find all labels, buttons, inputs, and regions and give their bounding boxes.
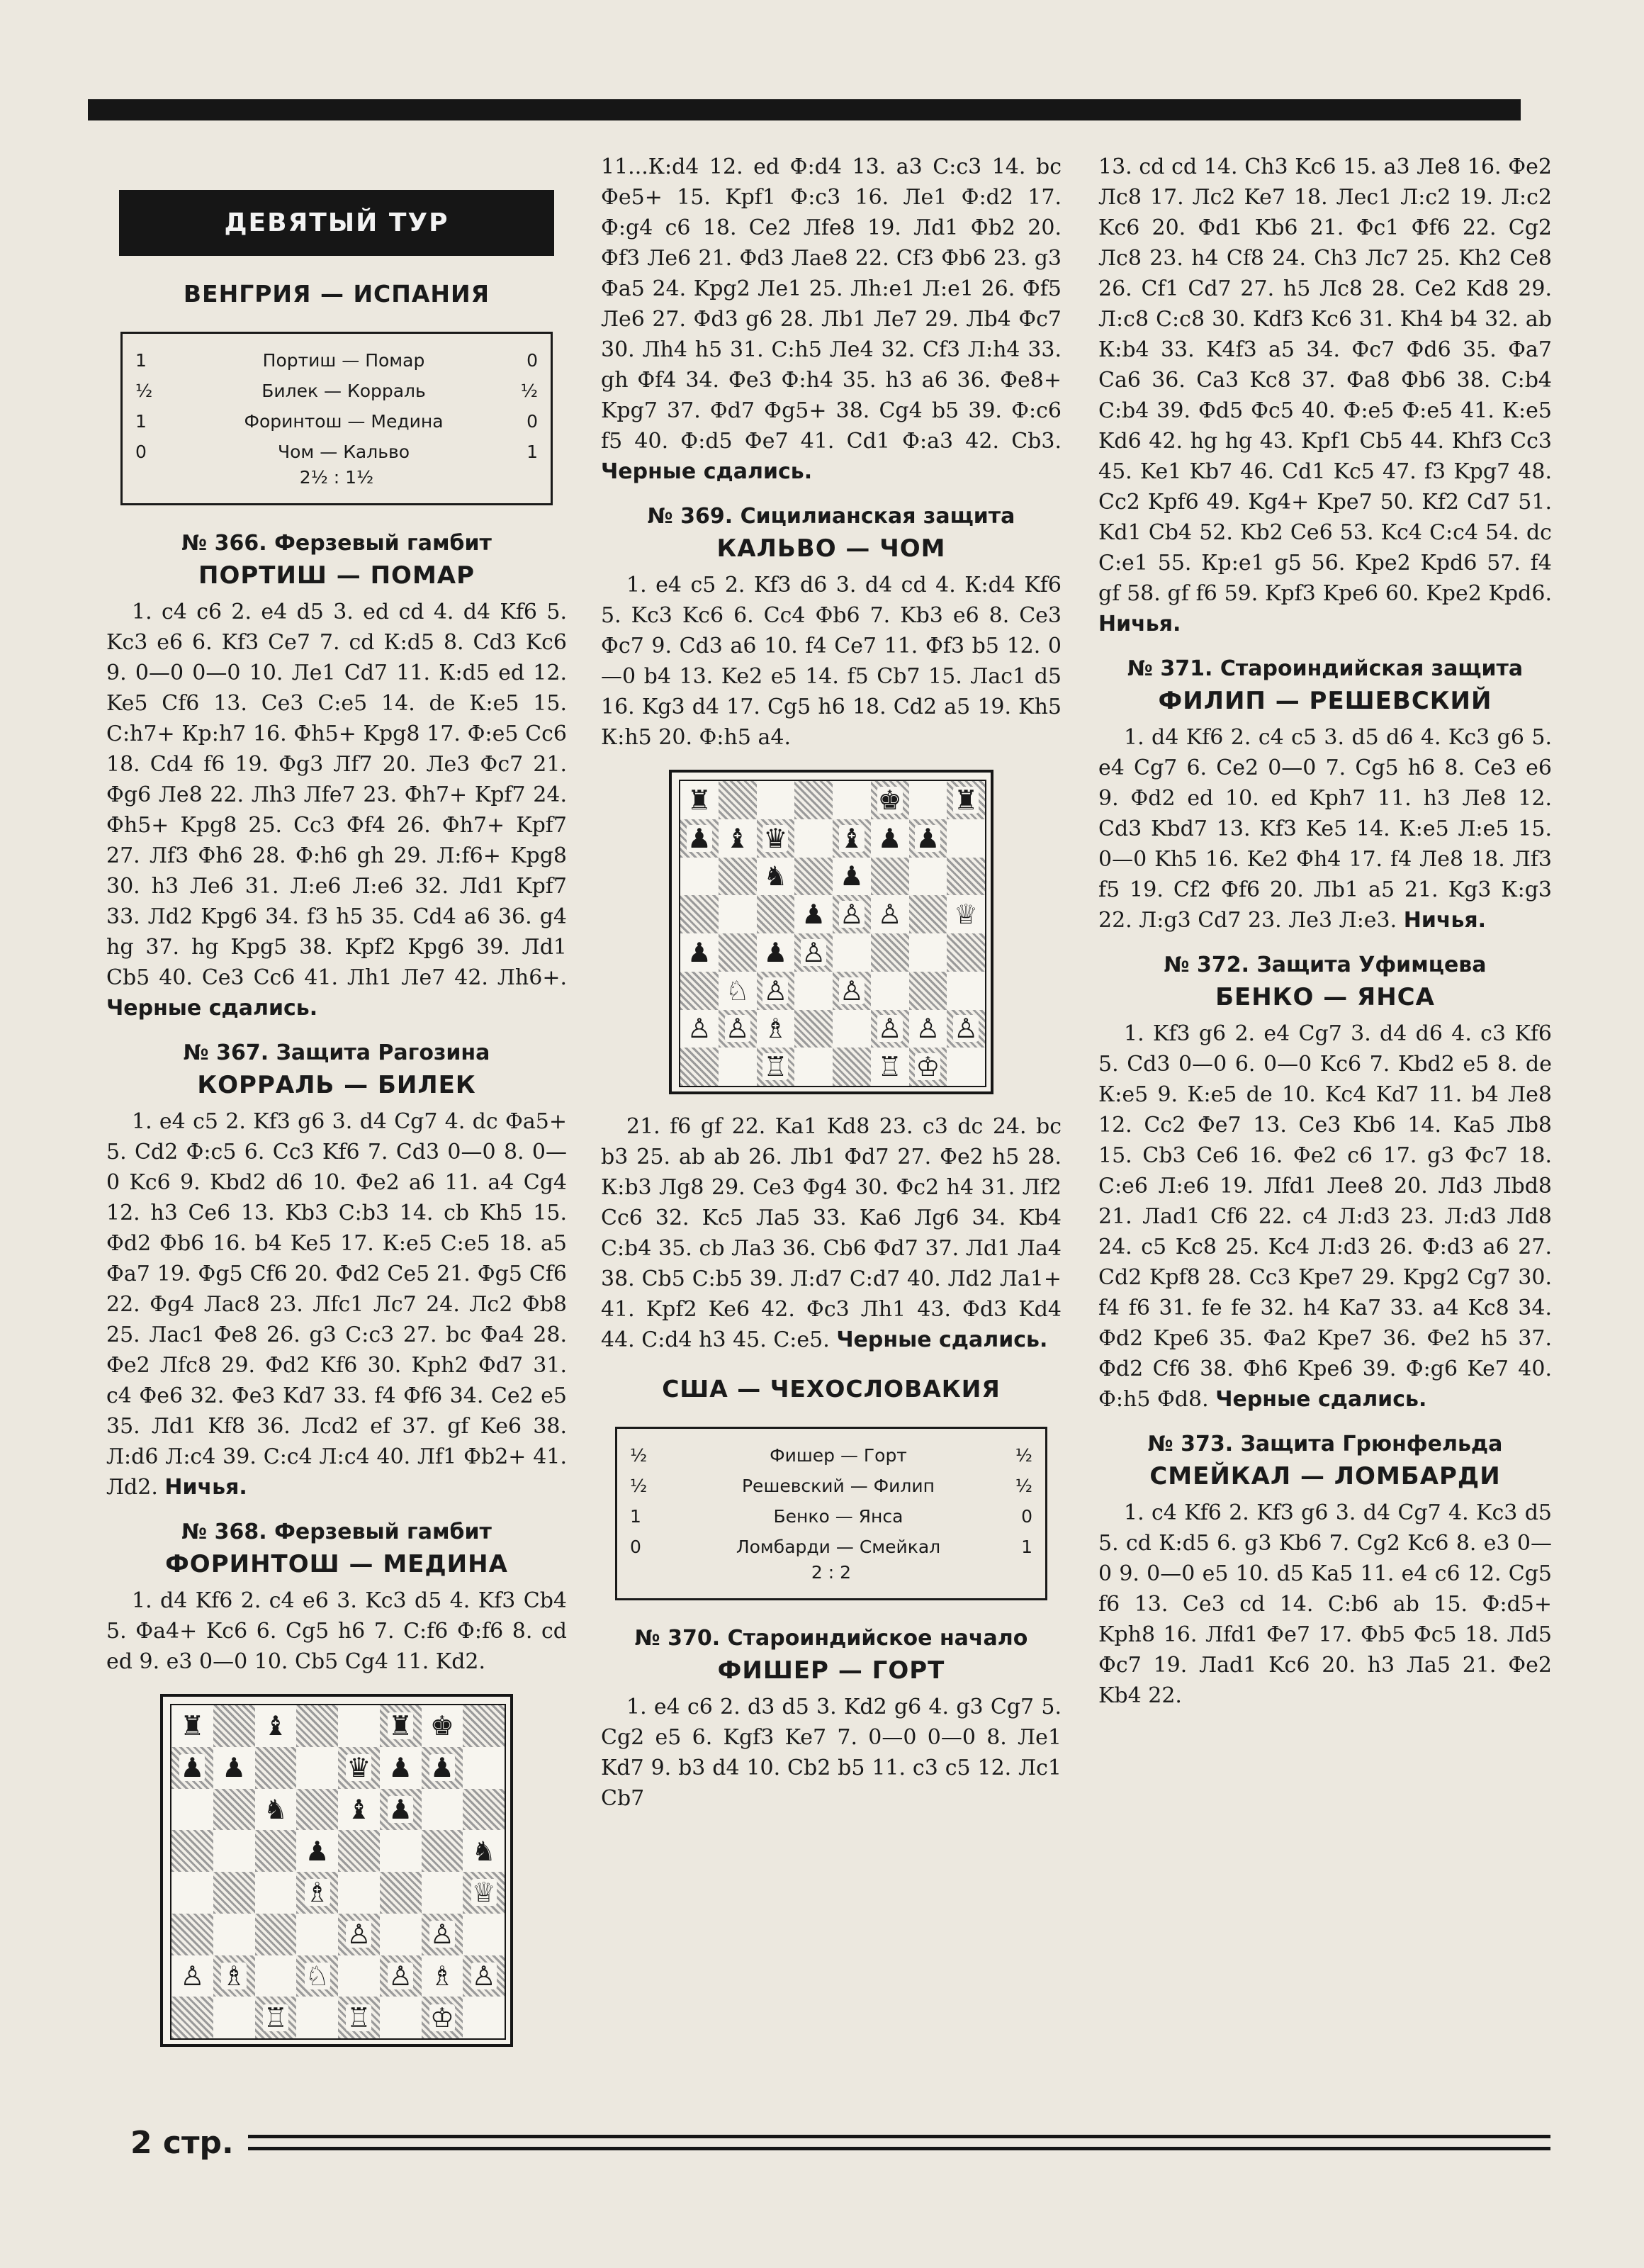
board-square xyxy=(213,1830,255,1872)
board-square xyxy=(757,1010,795,1048)
score-row xyxy=(630,1532,1032,1562)
board-square xyxy=(213,1872,255,1914)
game-heading: № 367. Защита Рагозина xyxy=(183,1040,490,1065)
board-square xyxy=(794,819,833,858)
board-square xyxy=(338,1789,380,1831)
match-total: 2 : 2 xyxy=(811,1562,852,1583)
score-right: 0 xyxy=(527,411,538,432)
game-players: ФИШЕР — ГОРТ xyxy=(717,1656,945,1685)
chess-piece-icon: ♘ xyxy=(305,1960,330,1992)
chessboard-grid xyxy=(679,780,986,1087)
board-square xyxy=(680,895,719,933)
game-moves xyxy=(1098,1498,1552,1711)
score-right: ½ xyxy=(1015,1476,1032,1496)
board-square xyxy=(794,1048,833,1086)
chess-piece-icon: ♚ xyxy=(877,784,902,816)
board-square xyxy=(680,972,719,1010)
chess-piece-icon: ♟ xyxy=(763,936,788,968)
board-square xyxy=(757,781,795,819)
moves-text: 1. d4 Kf6 2. c4 e6 3. Kc3 d5 4. Kf3 Cb4 5. Фa4+ Kc6 6. Cg5 h6 7. С:f6 Ф:f6 8. cd ed 9. e3 0—0 10. Cb5 Cg4 11. Kd2. xyxy=(106,1588,567,1674)
board-square xyxy=(171,1997,213,2038)
board-square xyxy=(380,1747,422,1789)
board-square xyxy=(757,858,795,896)
match-title-usa-czechoslovakia: США — ЧЕХОСЛОВАКИЯ xyxy=(662,1375,1001,1403)
board-square xyxy=(255,1955,297,1997)
chess-piece-icon: ♙ xyxy=(347,1919,371,1950)
score-row xyxy=(630,1471,1032,1501)
chess-piece-icon: ♗ xyxy=(305,1877,330,1909)
board-square xyxy=(338,1997,380,2038)
chess-piece-icon: ♙ xyxy=(763,975,788,1006)
game-result: Черные сдались. xyxy=(1215,1387,1427,1412)
chess-piece-icon: ♙ xyxy=(877,899,902,931)
board-square xyxy=(463,1872,505,1914)
chess-piece-icon: ♟ xyxy=(180,1752,205,1784)
board-square xyxy=(213,1955,255,1997)
board-square xyxy=(719,819,757,858)
score-pair: Билек — Корраль xyxy=(261,381,426,401)
score-left: 0 xyxy=(135,442,147,462)
score-left: 1 xyxy=(135,411,147,432)
moves-text: 11...К:d4 12. ed Ф:d4 13. a3 С:c3 14. bc Фe5+ 15. Kpf1 Ф:c3 16. Лe1 Ф:d2 17. Ф:g4 c6 18. Ce2 Лfe8 19. Лd1 Фb2 20. Фf3 Лe6 21. Фd3 Лae8 22. Cf3 Фb6 23. g3 Фa5 24. Kpg2 Лe1 25. Лh:e1 Л:e1 26. Фf5 Лe6 27. Фd3 g6 28. Лb1 Лe7 29. Лb4 Фc7 30. Лh4 h5 31. С:h5 Лe4 32. Cf3 Л:h4 33. gh Фf4 34. Фe3 Ф:h4 35. h3 a6 36. Фe8+ Kpg7 37. Фd7 Фg5+ 38. Cg4 b5 39. Ф:c6 f5 40. Ф:d5 Фe7 41. Cd1 Ф:a3 42. Cb3. xyxy=(601,155,1062,454)
game-heading: № 369. Сицилианская защита xyxy=(647,504,1015,529)
chess-piece-icon: ♙ xyxy=(725,1013,750,1045)
board-square xyxy=(719,781,757,819)
chess-piece-icon: ♖ xyxy=(877,1051,902,1083)
board-square xyxy=(213,1705,255,1747)
board-square xyxy=(255,1872,297,1914)
chess-piece-icon: ♜ xyxy=(954,784,979,816)
chess-piece-icon: ♔ xyxy=(429,2002,454,2033)
board-square xyxy=(171,1705,213,1747)
board-square xyxy=(833,819,871,858)
game-heading: № 371. Староиндийская защита xyxy=(1127,656,1524,681)
chess-piece-icon: ♙ xyxy=(471,1960,496,1992)
chess-piece-icon: ♞ xyxy=(471,1835,496,1867)
board-square xyxy=(794,858,833,896)
board-square xyxy=(255,1830,297,1872)
score-pair: Решевский — Филип xyxy=(741,1476,935,1496)
game-players: БЕНКО — ЯНСА xyxy=(1215,983,1435,1011)
chess-piece-icon: ♝ xyxy=(263,1710,288,1742)
board-square xyxy=(833,972,871,1010)
game-heading: № 372. Защита Уфимцева xyxy=(1164,953,1487,977)
board-square xyxy=(871,781,909,819)
chess-piece-icon: ♙ xyxy=(180,1960,205,1992)
board-square xyxy=(833,933,871,972)
moves-text: 1. e4 c5 2. Kf3 g6 3. d4 Cg7 4. dc Фa5+ 5. Cd2 Ф:c5 6. Cc3 Kf6 7. Cd3 0—0 8. 0—0 Kc6 9. Kbd2 d6 10. Фe2 a6 11. a4 Cg4 12. h3 Ce6 13. Kb3 С:b3 14. cb Kh5 15. Фd2 Фb6 16. b4 Ke5 17. К:e5 С:e5 18. a5 Фa7 19. Фg5 Cf6 20. Фd2 Ce5 21. Фg5 Cf6 22. Фg4 Лac8 23. Лfc1 Лc7 24. Лc2 Фb8 25. Лac1 Фe8 26. g3 С:c3 27. bc Фa4 28. Фe2 Лfc8 29. Фd2 Kf6 30. Kph2 Фd7 31. c4 Фe6 32. Фe3 Kd7 33. f4 Фf6 34. Ce2 e5 35. Лd1 Kf8 36. Лcd2 ef 37. gf Ke6 38. Л:d6 Л:c4 39. С:c4 Л:c4 40. Лf1 Фb2+ 41. Лd2. xyxy=(106,1109,567,1500)
chess-piece-icon: ♕ xyxy=(471,1877,496,1909)
chessboard-grid xyxy=(170,1704,506,2040)
game-result: Ничья. xyxy=(1098,612,1181,636)
board-square xyxy=(680,1048,719,1086)
game-moves-continued xyxy=(601,152,1062,487)
chess-piece-icon: ♟ xyxy=(687,822,711,854)
board-square xyxy=(871,1048,909,1086)
board-square xyxy=(947,819,985,858)
moves-text: 1. e4 c5 2. Kf3 d6 3. d4 cd 4. К:d4 Kf6 5. Kc3 Kc6 6. Cc4 Фb6 7. Kb3 e6 8. Ce3 Фc7 9. Cd3 a6 10. f4 Ce7 11. Фf3 b5 12. 0—0 b4 13. Ke2 e5 14. f5 Cb7 15. Лac1 d5 16. Kg3 d4 17. Cg5 h6 18. Cd2 a5 19. Kh5 К:h5 20. Ф:h5 a4. xyxy=(601,573,1062,750)
chess-piece-icon: ♙ xyxy=(687,1013,711,1045)
chess-piece-icon: ♟ xyxy=(222,1752,247,1784)
board-square xyxy=(338,1830,380,1872)
board-square xyxy=(296,1747,338,1789)
board-square xyxy=(680,933,719,972)
board-square xyxy=(794,895,833,933)
board-square xyxy=(338,1747,380,1789)
board-square xyxy=(680,819,719,858)
chess-piece-icon: ♟ xyxy=(877,822,902,854)
column-2 xyxy=(601,152,1062,1831)
game-moves xyxy=(601,570,1062,753)
chess-piece-icon: ♙ xyxy=(877,1013,902,1045)
board-square xyxy=(463,1997,505,2038)
board-square xyxy=(757,895,795,933)
game-players: ПОРТИШ — ПОМАР xyxy=(198,561,475,590)
board-square xyxy=(871,819,909,858)
top-rule xyxy=(88,99,1521,120)
score-row xyxy=(135,376,538,406)
board-square xyxy=(871,972,909,1010)
board-square xyxy=(255,1789,297,1831)
match-title-hungary-spain: ВЕНГРИЯ — ИСПАНИЯ xyxy=(183,280,490,308)
chess-piece-icon: ♙ xyxy=(916,1013,940,1045)
score-right: 0 xyxy=(527,350,538,371)
board-square xyxy=(947,895,985,933)
board-square xyxy=(338,1914,380,1955)
board-square xyxy=(338,1705,380,1747)
chess-piece-icon: ♖ xyxy=(263,2002,288,2033)
score-right: ½ xyxy=(520,381,538,401)
board-square xyxy=(909,895,947,933)
chess-piece-icon: ♟ xyxy=(429,1752,454,1784)
game-moves xyxy=(106,1106,567,1503)
game-result: Черные сдались. xyxy=(106,996,318,1021)
board-square xyxy=(296,1705,338,1747)
bottom-rule xyxy=(248,2135,1550,2150)
game-result: Черные сдались. xyxy=(836,1327,1048,1352)
chess-piece-icon: ♝ xyxy=(839,822,864,854)
board-square xyxy=(719,1048,757,1086)
column-1 xyxy=(106,183,567,2047)
score-row xyxy=(135,437,538,467)
board-square xyxy=(463,1955,505,1997)
board-square xyxy=(380,1789,422,1831)
game-players: СМЕЙКАЛ — ЛОМБАРДИ xyxy=(1149,1462,1501,1491)
chess-piece-icon: ♛ xyxy=(763,822,788,854)
round-banner: ДЕВЯТЫЙ ТУР xyxy=(119,190,554,256)
score-pair: Портиш — Помар xyxy=(262,350,425,371)
board-square xyxy=(719,933,757,972)
board-square xyxy=(171,1789,213,1831)
board-square xyxy=(338,1955,380,1997)
score-pair: Чом — Кальво xyxy=(278,442,410,462)
moves-text: 1. d4 Kf6 2. c4 c5 3. d5 d6 4. Kc3 g6 5. e4 Cg7 6. Ce2 0—0 7. Cg5 h6 8. Ce3 e6 9. Фd2 ed 10. ed Kph7 11. h3 Лe8 12. Cd3 Kbd7 13. Kf3 Ke5 14. К:e5 Л:e5 15. 0—0 Kh5 16. Ke2 Фh4 17. f4 Лe8 18. Лf3 f5 19. Cf2 Фf6 20. Лb1 a5 21. Kg3 К:g3 22. Л:g3 Cd7 23. Лe3 Л:e3. xyxy=(1098,725,1552,933)
board-square xyxy=(296,1789,338,1831)
game-players: КОРРАЛЬ — БИЛЕК xyxy=(197,1071,476,1099)
score-left: ½ xyxy=(630,1476,648,1496)
board-square xyxy=(947,972,985,1010)
chess-piece-icon: ♖ xyxy=(347,2002,371,2033)
moves-text: 21. f6 gf 22. Ka1 Kd8 23. c3 dc 24. bc b3 25. ab ab 26. Лb1 Фd7 27. Фe2 h5 28. К:b3 Лg8 29. Ce3 Фg4 30. Фc2 h4 31. Лf2 Cc6 32. Kc5 Лa5 33. Ka6 Лg6 34. Kb4 С:b4 35. cb Лa3 36. Cb6 Фd7 37. Лd1 Лa4 38. Cb5 С:b5 39. Л:d7 С:d7 40. Лd2 Лa1+ 41. Kpf2 Ke6 42. Фc3 Лh1 43. Фd3 Kd4 44. С:d4 h3 45. С:e5. xyxy=(601,1114,1062,1352)
column-3 xyxy=(1098,152,1552,1728)
board-square xyxy=(213,1747,255,1789)
chess-piece-icon: ♟ xyxy=(839,860,864,892)
score-left: 0 xyxy=(630,1537,641,1557)
board-square xyxy=(380,1705,422,1747)
board-square xyxy=(422,1747,463,1789)
board-square xyxy=(757,1048,795,1086)
board-square xyxy=(833,1010,871,1048)
game-heading: № 373. Защита Грюнфельда xyxy=(1147,1432,1503,1456)
chess-piece-icon: ♕ xyxy=(954,899,979,931)
board-square xyxy=(463,1914,505,1955)
chess-piece-icon: ♙ xyxy=(839,975,864,1006)
board-square xyxy=(909,972,947,1010)
chess-piece-icon: ♙ xyxy=(801,936,826,968)
board-square xyxy=(947,781,985,819)
board-square xyxy=(909,858,947,896)
board-square xyxy=(171,1830,213,1872)
board-square xyxy=(909,933,947,972)
game-moves-continued xyxy=(601,1111,1062,1355)
board-square xyxy=(909,781,947,819)
board-square xyxy=(463,1705,505,1747)
board-square xyxy=(422,1914,463,1955)
score-right: ½ xyxy=(1015,1445,1032,1466)
score-pair: Ломбарди — Смейкал xyxy=(736,1537,941,1557)
board-square xyxy=(871,895,909,933)
chess-piece-icon: ♟ xyxy=(388,1793,413,1825)
board-square xyxy=(794,972,833,1010)
chess-piece-icon: ♙ xyxy=(429,1919,454,1950)
game-heading: № 370. Староиндийское начало xyxy=(634,1626,1028,1651)
board-square xyxy=(947,858,985,896)
board-square xyxy=(680,781,719,819)
board-square xyxy=(719,858,757,896)
chess-piece-icon: ♔ xyxy=(916,1051,940,1083)
chess-piece-icon: ♛ xyxy=(347,1752,371,1784)
game-moves xyxy=(1098,722,1552,936)
board-square xyxy=(757,819,795,858)
game-result: Черные сдались. xyxy=(601,459,813,484)
board-square xyxy=(255,1997,297,2038)
match-scorebox xyxy=(615,1427,1047,1600)
board-square xyxy=(171,1955,213,1997)
board-square xyxy=(380,1914,422,1955)
board-square xyxy=(255,1914,297,1955)
chess-piece-icon: ♝ xyxy=(347,1793,371,1825)
game-moves xyxy=(601,1692,1062,1814)
chess-piece-icon: ♞ xyxy=(263,1793,288,1825)
moves-text: 1. c4 c6 2. e4 d5 3. ed cd 4. d4 Kf6 5. Kc3 e6 6. Kf3 Ce7 7. cd К:d5 8. Cd3 Kc6 9. 0—0 0—0 10. Ле1 Cd7 11. К:d5 ed 12. Ke5 Cf6 13. Ce3 C:e5 14. de К:e5 15. С:h7+ Кр:h7 16. Фh5+ Kpg8 17. Ф:e5 Cc6 18. Cd4 f6 19. Фg3 Лf7 20. Лe3 Фc7 21. Фg6 Лe8 22. Лh3 Лfe7 23. Фh7+ Kpf7 24. Фh5+ Kpg8 25. Cc3 Фf4 26. Фh7+ Kpf7 27. Лf3 Фh6 28. Ф:h6 gh 29. Л:f6+ Kpg8 30. h3 Лe6 31. Л:e6 Л:e6 32. Лd1 Kpf7 33. Лd2 Kpg6 34. f3 h5 35. Cd4 a6 36. g4 hg 37. hg Kpg5 38. Kpf2 Kpg6 39. Лd1 Cb5 40. Ce3 Cc6 41. Лh1 Лe7 42. Лh6+. xyxy=(106,600,567,990)
chess-piece-icon: ♗ xyxy=(222,1960,247,1992)
score-row xyxy=(630,1501,1032,1532)
score-pair: Бенко — Янса xyxy=(773,1506,903,1527)
board-square xyxy=(296,1830,338,1872)
board-square xyxy=(255,1705,297,1747)
score-left: 1 xyxy=(135,350,147,371)
board-square xyxy=(757,972,795,1010)
chess-piece-icon: ♘ xyxy=(725,975,750,1006)
moves-text: 1. Kf3 g6 2. e4 Cg7 3. d4 d6 4. c3 Kf6 5. Cd3 0—0 6. 0—0 Kc6 7. Kbd2 e5 8. de К:e5 9. К:e5 de 10. Kc4 Kd7 11. b4 Лe8 12. Cc2 Фe7 13. Ce3 Kb6 14. Ka5 Лb8 15. Cb3 Ce6 16. Фe2 c6 17. g3 Фc7 18. С:e6 Л:e6 19. Лfd1 Лee8 20. Лd3 Лbd8 21. Лad1 Cf6 22. c4 Л:d3 23. Л:d3 Лd8 24. c5 Kc8 25. Kc4 Л:d3 26. Ф:d3 a6 27. Cd2 Kpf8 28. Cc3 Kpe7 29. Kpg2 Cg7 30. f4 f6 31. fe fe 32. h4 Ka7 33. a4 Kc8 34. Фd2 Kpe6 35. Фa2 Kpe7 36. Фe2 h5 37. Фd2 Cf6 38. Фh6 Kpe6 39. Ф:g6 Ke7 40. Ф:h5 Фd8. xyxy=(1098,1021,1552,1412)
board-square xyxy=(380,1872,422,1914)
chess-diagram xyxy=(669,770,993,1094)
board-square xyxy=(422,1997,463,2038)
board-square xyxy=(171,1914,213,1955)
chess-piece-icon: ♙ xyxy=(388,1960,413,1992)
board-square xyxy=(871,858,909,896)
board-square xyxy=(719,972,757,1010)
board-square xyxy=(833,858,871,896)
board-square xyxy=(794,933,833,972)
board-square xyxy=(871,933,909,972)
chess-piece-icon: ♜ xyxy=(687,784,711,816)
chess-piece-icon: ♜ xyxy=(388,1710,413,1742)
board-square xyxy=(422,1830,463,1872)
board-square xyxy=(871,1010,909,1048)
score-row xyxy=(135,345,538,376)
game-players: ФОРИНТОШ — МЕДИНА xyxy=(165,1550,508,1578)
board-square xyxy=(794,781,833,819)
board-square xyxy=(947,1010,985,1048)
board-square xyxy=(719,895,757,933)
board-square xyxy=(794,1010,833,1048)
board-square xyxy=(833,895,871,933)
game-moves xyxy=(1098,1018,1552,1415)
chess-piece-icon: ♗ xyxy=(763,1013,788,1045)
score-right: 1 xyxy=(527,442,538,462)
board-square xyxy=(909,819,947,858)
chess-piece-icon: ♟ xyxy=(388,1752,413,1784)
board-square xyxy=(213,1789,255,1831)
board-square xyxy=(719,1010,757,1048)
board-square xyxy=(255,1747,297,1789)
board-square xyxy=(909,1010,947,1048)
game-players: КАЛЬВО — ЧОМ xyxy=(716,534,946,563)
score-pair: Фишер — Горт xyxy=(770,1445,907,1466)
chess-piece-icon: ♚ xyxy=(429,1710,454,1742)
board-square xyxy=(422,1705,463,1747)
match-total: 2½ : 1½ xyxy=(299,467,374,488)
chess-piece-icon: ♖ xyxy=(763,1051,788,1083)
score-right: 0 xyxy=(1021,1506,1032,1527)
moves-text: 1. c4 Kf6 2. Kf3 g6 3. d4 Cg7 4. Kc3 d5 5. cd К:d5 6. g3 Kb6 7. Cg2 Kc6 8. e3 0—0 9. 0—0 e5 10. d5 Ka5 11. e4 c6 12. Cg5 f6 13. Ce3 cd 14. С:b6 ab 15. Ф:d5+ Kph8 16. Лfd1 Фe7 17. Фb5 Фc5 18. Лd5 Фc7 19. Лad1 Kc6 20. h3 Лa5 21. Фe2 Kb4 22. xyxy=(1098,1500,1552,1708)
board-square xyxy=(947,933,985,972)
chess-diagram xyxy=(160,1694,513,2047)
board-square xyxy=(422,1789,463,1831)
page-number: 2 стр. xyxy=(130,2125,234,2161)
game-players: ФИЛИП — РЕШЕВСКИЙ xyxy=(1158,687,1492,715)
board-square xyxy=(680,1010,719,1048)
board-square xyxy=(296,1997,338,2038)
moves-text: 1. e4 c6 2. d3 d5 3. Kd2 g6 4. g3 Cg7 5. Cg2 e5 6. Kgf3 Ke7 7. 0—0 0—0 8. Лe1 Kd7 9. b3 d4 10. Cb2 b5 11. c3 c5 12. Лc1 Cb7 xyxy=(601,1695,1062,1811)
board-square xyxy=(296,1914,338,1955)
game-result: Ничья. xyxy=(164,1475,247,1500)
board-square xyxy=(422,1955,463,1997)
moves-text: 13. cd cd 14. Ch3 Kc6 15. a3 Лe8 16. Фe2 Лc8 17. Лc2 Ke7 18. Лec1 Л:c2 19. Л:c2 Kc6 20. Фd1 Kb6 21. Фc1 Фf6 22. Cg2 Лc8 23. h4 Cf8 24. Ch3 Лc7 25. Kh2 Ce8 26. Cf1 Cd7 27. h5 Лc8 28. Ce2 Kd8 29. Л:c8 С:c8 30. Kdf3 Kc6 31. Kh4 b4 32. ab К:b4 33. K4f3 a5 34. Фc7 Фd6 35. Фa7 Ca6 36. Ca3 Kc8 37. Фa8 Фb6 38. С:b4 С:b4 39. Фd5 Фc5 40. Ф:e5 Ф:e5 41. К:e5 Kd6 42. hg hg 43. Kpf1 Cb5 44. Khf3 Cc3 45. Ke1 Kb7 46. Cd1 Kc5 47. f3 Kpg7 48. Cc2 Kpf6 49. Kg4+ Kpe7 50. Kf2 Cd7 51. Kd1 Cb4 52. Kb2 Ce6 53. Kc4 С:c4 54. dc С:e1 55. Кр:e1 g5 56. Kpe2 Kpd6 57. f4 gf 58. gf f6 59. Kpf3 Kpe6 60. Kpe2 Kpd6. xyxy=(1098,155,1552,606)
board-square xyxy=(296,1955,338,1997)
score-left: ½ xyxy=(135,381,153,401)
board-square xyxy=(463,1747,505,1789)
match-scorebox xyxy=(120,332,553,505)
board-square xyxy=(757,933,795,972)
chess-piece-icon: ♟ xyxy=(687,936,711,968)
board-square xyxy=(909,1048,947,1086)
board-square xyxy=(380,1830,422,1872)
score-left: 1 xyxy=(630,1506,641,1527)
game-result: Ничья. xyxy=(1403,908,1487,933)
board-square xyxy=(213,1914,255,1955)
board-square xyxy=(463,1830,505,1872)
chess-piece-icon: ♝ xyxy=(725,822,750,854)
game-heading: № 368. Ферзевый гамбит xyxy=(181,1520,492,1544)
board-square xyxy=(463,1789,505,1831)
game-moves-continued xyxy=(1098,152,1552,639)
chess-piece-icon: ♙ xyxy=(839,899,864,931)
chess-piece-icon: ♙ xyxy=(954,1013,979,1045)
score-right: 1 xyxy=(1021,1537,1032,1557)
score-pair: Форинтош — Медина xyxy=(244,411,444,432)
board-square xyxy=(171,1747,213,1789)
score-left: ½ xyxy=(630,1445,648,1466)
chess-piece-icon: ♟ xyxy=(916,822,940,854)
board-square xyxy=(296,1872,338,1914)
chess-piece-icon: ♞ xyxy=(763,860,788,892)
board-square xyxy=(338,1872,380,1914)
chess-piece-icon: ♟ xyxy=(305,1835,330,1867)
board-square xyxy=(680,858,719,896)
board-square xyxy=(833,1048,871,1086)
board-square xyxy=(833,781,871,819)
game-moves xyxy=(106,1585,567,1677)
chess-piece-icon: ♜ xyxy=(180,1710,205,1742)
chess-piece-icon: ♟ xyxy=(801,899,826,931)
board-square xyxy=(422,1872,463,1914)
game-moves xyxy=(106,597,567,1023)
score-row xyxy=(630,1440,1032,1471)
board-square xyxy=(380,1997,422,2038)
board-square xyxy=(213,1997,255,2038)
board-square xyxy=(947,1048,985,1086)
game-heading: № 366. Ферзевый гамбит xyxy=(181,531,492,556)
board-square xyxy=(171,1872,213,1914)
board-square xyxy=(380,1955,422,1997)
chess-piece-icon: ♗ xyxy=(429,1960,454,1992)
score-row xyxy=(135,406,538,437)
